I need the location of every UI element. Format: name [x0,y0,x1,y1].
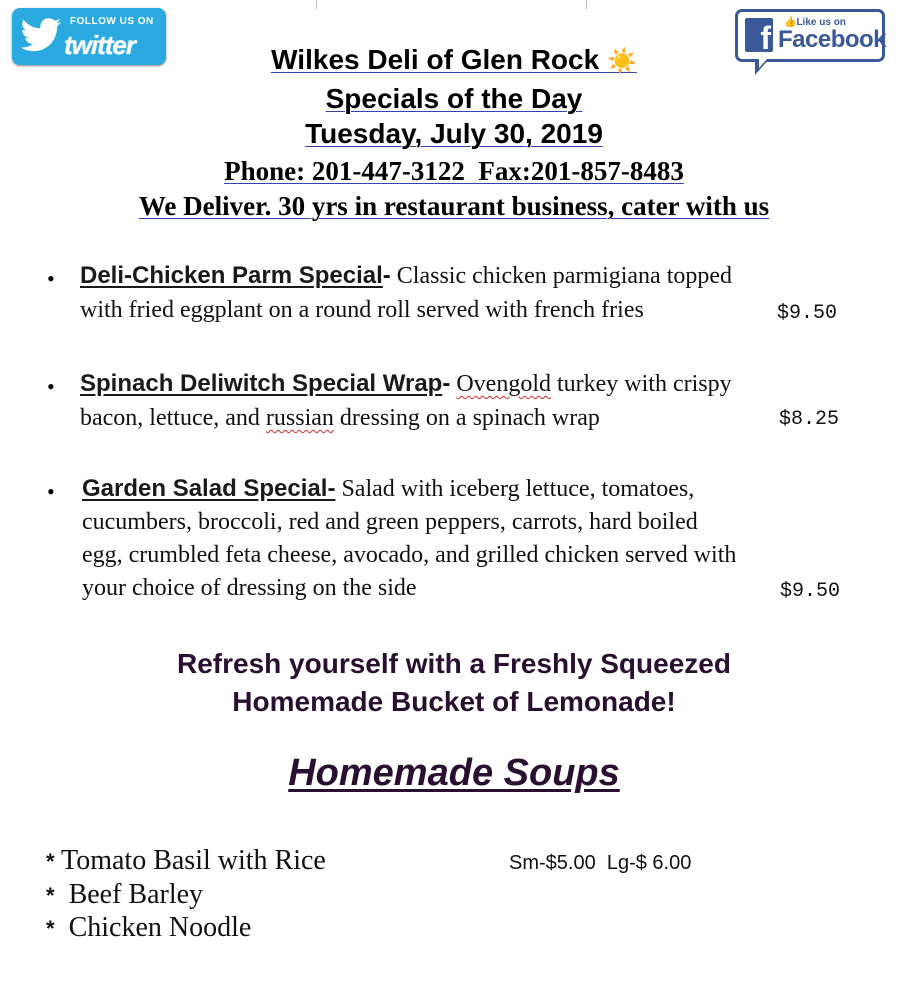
soup-item: * Chicken Noodle [46,912,252,943]
soup-item: * Tomato Basil with Rice [46,845,326,876]
special-name: Garden Salad Special- [82,475,336,502]
table-border [316,0,317,9]
facebook-f-icon: f [745,18,773,52]
lemonade-line-2: Homemade Bucket of Lemonade! [232,686,676,717]
special-description: bacon, lettuce, and russian dressing on a spinach wrap [80,405,600,431]
facebook-wordmark: Facebook [778,26,887,53]
special-description: Ovengold turkey with crispy [456,371,732,397]
special-price: $9.50 [777,302,838,325]
bullet-icon: • [47,479,55,504]
special-item: Spinach Deliwitch Special Wrap- Ovengold turkey with crispy bacon, lettuce, and russian dressing on a spinach wrap [80,370,732,431]
lemonade-line-1: Refresh yourself with a Freshly Squeezed [177,648,731,679]
soup-item: * Beef Barley [46,879,204,910]
sun-icon: ☀️ [606,48,637,75]
special-description: your choice of dressing on the side [82,575,417,601]
tagline: We Deliver. 30 yrs in restaurant business, cater with us [138,191,770,221]
special-name: Spinach Deliwitch Special Wrap [80,370,443,397]
facebook-like-label: 👍Like us on [784,17,846,28]
special-description: Salad with iceberg lettuce, tomatoes, [341,476,695,502]
deli-title: Wilkes Deli of Glen Rock ☀️ [271,44,637,75]
special-item: Deli-Chicken Parm Special- Classic chicken parmigiana topped with fried eggplant on a round roll served with french fries [80,262,733,323]
thumbs-up-icon: 👍 [784,17,797,28]
soups-title: Homemade Soups [288,752,620,794]
date-heading: Tuesday, July 30, 2019 [305,118,603,149]
special-description: cucumbers, broccoli, red and green peppers, carrots, hard boiled [82,509,698,535]
special-description: egg, crumbled feta cheese, avocado, and grilled chicken served with [82,542,737,568]
specials-heading: Specials of the Day [325,83,583,114]
phone-fax-line: Phone: 201-447-3122 Fax:201-857-8483 [224,156,684,186]
special-price: $8.25 [779,408,840,431]
special-description: Classic chicken parmigiana topped [396,263,733,289]
special-name: Deli-Chicken Parm Special [80,262,383,289]
bullet-icon: • [47,266,55,291]
special-item [82,475,882,615]
special-price: $9.50 [780,580,841,603]
bullet-icon: • [47,374,55,399]
table-border [586,0,587,9]
twitter-wordmark: twitter [64,30,135,60]
soup-price: Sm-$5.00 Lg-$ 6.00 [509,852,692,874]
special-description: with fried eggplant on a round roll served with french fries [80,297,644,323]
twitter-follow-label: FOLLOW US ON [70,16,154,27]
